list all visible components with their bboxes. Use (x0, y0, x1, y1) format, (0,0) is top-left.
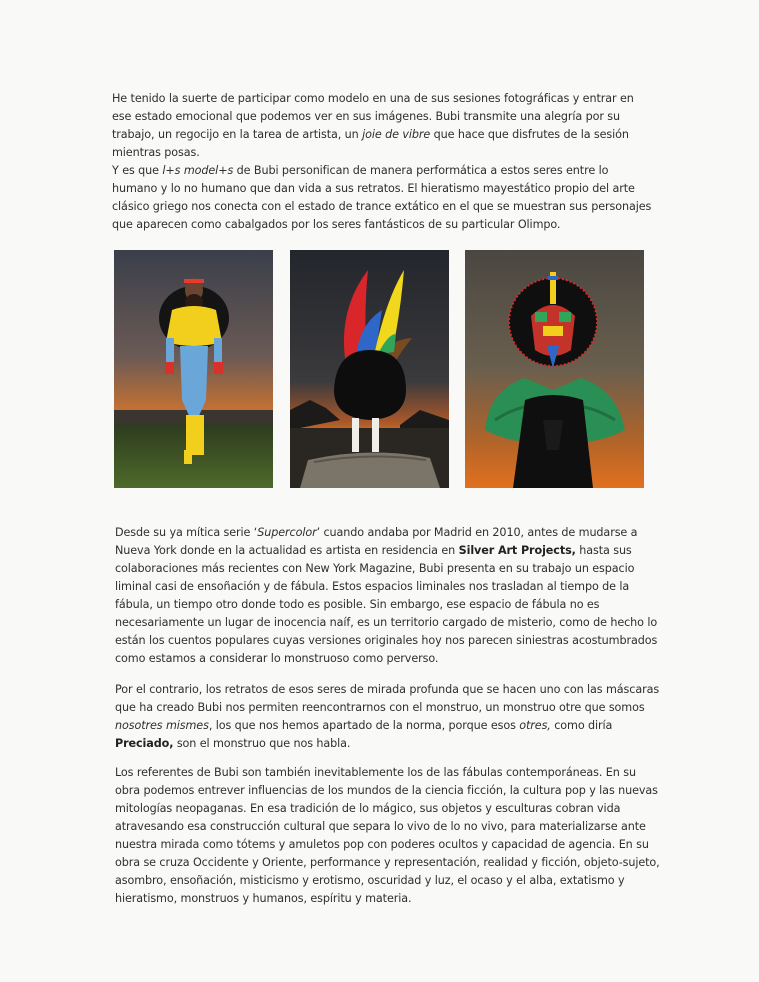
text-span: hasta sus colaboraciones más recientes con New York Magazine, Bubi presenta en su trabajo un espacio liminal casi de ensoñación y de fábula. Estos espacios liminales nos trasladan al tiempo de la fábula, un tiempo otro donde todo es posible. Sin embargo, ese espacio de fábula no es necesariamente un lugar de inocencia naíf, es un territorio cargado de misterio, como de hecho lo están los cuentos populares cuyas versiones originales hoy nos parecen siniestras acostumbrados como estamos a considerar lo monstruoso como perverso. (115, 544, 658, 665)
bold-name: Preciado, (115, 737, 174, 750)
text-span: que hace que disfrutes de la sesión mientras posas. (112, 128, 629, 159)
body-paragraph-4 (115, 764, 663, 908)
photo-masked-figure[interactable] (465, 250, 644, 488)
text-span: ’ cuando andaba por Madrid en 2010, antes de mudarse a Nueva York donde en la actualidad es artista en residencia en (115, 526, 638, 557)
body-paragraph-2 (115, 524, 663, 668)
photo-1-graphic (114, 250, 273, 488)
text-span: Desde su ya mítica serie ‘ (115, 526, 258, 539)
text-span: Y es que (112, 164, 163, 177)
text-span: Por el contrario, los retratos de esos seres de mirada profunda que se hacen uno con las máscaras que ha creado Bubi nos permiten reencontrarnos con el monstruo, un monstruo otre que somos (115, 683, 660, 714)
photo-3-graphic (465, 250, 644, 488)
body-paragraph-3 (115, 681, 663, 753)
photo-feather-sculpture[interactable] (290, 250, 449, 488)
text-span: de Bubi personifican de manera performática a estos seres entre lo humano y lo no humano que dan vida a sus retratos. El hieratismo mayestático propio del arte clásico griego nos conecta con el estado de trance extático en el que se muestran sus personajes que aparecen como cabalgados por los seres fantásticos de su particular Olimpo. (112, 164, 652, 231)
italic-phrase: joie de vibre (362, 128, 431, 141)
intro-paragraph (112, 90, 652, 234)
italic-phrase: l+s model+s (162, 164, 234, 177)
text-span: , los que nos hemos apartado de la norma, porque esos (208, 719, 520, 732)
italic-phrase: otres, (519, 719, 551, 732)
bold-name: Silver Art Projects, (458, 544, 576, 557)
photo-2-graphic (290, 250, 449, 488)
italic-title: Supercolor (257, 526, 317, 539)
text-span: son el monstruo que nos habla. (173, 737, 351, 750)
photo-yellow-blue-costume[interactable] (114, 250, 273, 488)
text-span: como diría (550, 719, 613, 732)
text-span: Los referentes de Bubi son también inevitablemente los de las fábulas contemporáneas. En su obra podemos entrever influencias de los mundos de la ciencia ficción, la cultura pop y las nuevas mitologías neopaganas. En esa tradición de lo mágico, sus objetos y esculturas cobran vida atravesando esa construcción cultural que separa lo vivo de lo no vivo, para materializarse ante nuestra mirada como tótems y amuletos pop con poderes ocultos y capacidad de agencia. En su obra se cruza Occidente y Oriente, performance y representación, realidad y ficción, objeto-sujeto, asombro, ensoñación, misticismo y erotismo, oscuridad y luz, el ocaso y el alba, extatismo y hieratismo, monstruos y humanos, espíritu y materia. (115, 766, 660, 905)
text-span: He tenido la suerte de participar como modelo en una de sus sesiones fotográficas y entrar en ese estado emocional que podemos ver en sus imágenes. Bubi transmite una alegría por su trabajo, un regocijo en la tarea de artista, un (112, 92, 634, 141)
italic-phrase: nosotres mismes (115, 719, 209, 732)
